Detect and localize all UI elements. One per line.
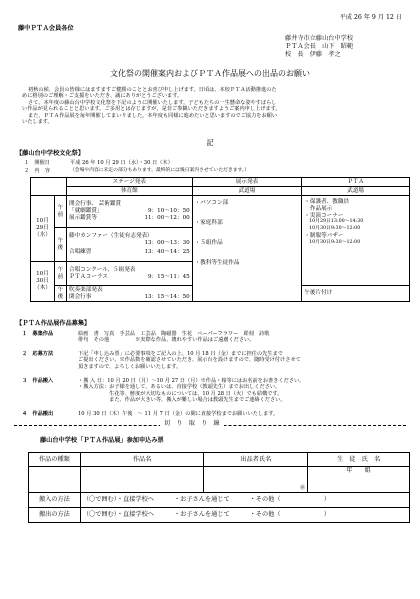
- delivery-option: （〇で囲む）・直接学校へ: [82, 496, 154, 503]
- stage-program-name: 藤中カンファー（生徒有志発表）: [68, 233, 153, 240]
- budo-header: 武道場: [302, 187, 410, 196]
- intro-line: い作品が見られることと思います。ご多用とは存じますが、是非ご参観いただきますようご案内申し上げます。: [22, 106, 281, 113]
- budo-header: 武道場: [192, 187, 302, 196]
- form-pickup-options[interactable]: [80, 508, 409, 523]
- exhibit-cell: [192, 196, 302, 302]
- day1-pm: 午後: [54, 228, 66, 262]
- delivery-option: ・お子さんを通じて: [173, 496, 230, 503]
- day2-label: 10月30日（木）: [31, 262, 55, 302]
- exhibition-line: ・搬入方法：お子様を通して、あるいは、直接学校（教頭先生）までお出しください。: [78, 384, 281, 391]
- pta-cell: [302, 196, 410, 286]
- pta-item: 10月30日9:30～12:00: [304, 239, 361, 245]
- form-header-type: 作品の種類: [29, 453, 81, 467]
- stage-day2-pm: [66, 286, 192, 302]
- form-name-field[interactable]: [80, 467, 204, 493]
- pta-item: 10月30日9:30～12:00: [304, 226, 361, 232]
- exhibition-text: [78, 378, 304, 404]
- recipient: 藤中ＰＴＡ会員各位: [18, 25, 74, 32]
- stage-day1-pm: [66, 228, 192, 262]
- festival-content-note: （会場や内容に未定の部分もあります。最終的には後日案内させていただきます。）: [70, 168, 250, 173]
- stage-program-name: ＰＴＡコーラス: [68, 273, 108, 280]
- festival-item2-label: ２ 内 容: [24, 168, 50, 174]
- festival-item1-label: １ 開催日: [24, 160, 50, 166]
- exhibition-label: １ 募集作品: [22, 331, 54, 337]
- day2-pm: 午後: [54, 286, 66, 302]
- exhibition-line: 生花等、鮮度が大切なものについては、10 月 28 日（火）でも結構です。: [78, 390, 283, 397]
- intro-line: また、ＰＴＡ作品展を毎年開催してまいりました。本年度も同様に進めたいと思いますのでご協力をお願い: [28, 112, 278, 119]
- seal-mark: ㊞: [300, 485, 306, 491]
- pickup-option: ・お子さんを通じて: [173, 511, 230, 518]
- form-header-exhibitor: 出品者氏名: [204, 453, 308, 467]
- exhibition-text: [78, 331, 269, 344]
- pta-header: ＰＴＡ: [302, 178, 410, 187]
- exhibit-header: 展示発表: [192, 178, 302, 187]
- stage-program-name: 開会行事、 芸術鑑賞: [68, 201, 122, 208]
- stage-program-name: 閉会行事: [68, 293, 92, 300]
- cut-line-label: 切 り 取 り 線: [160, 420, 224, 428]
- stage-header: ステージ発表: [66, 178, 192, 187]
- exhibit-item: ・教科等生徒作品: [194, 260, 240, 266]
- exhibition-line: また、作品が大きい等、搬入が難しい場合は教頭先生までご連絡ください。: [78, 397, 286, 404]
- exhibition-line: 10 月 30 日（木）午後 ～ 11 月 7 日（金）の間に直接学校までお願いいたします。: [78, 411, 279, 417]
- document-title: 文化祭の開催案内およびＰＴＡ作品展への出品のお願い: [110, 69, 310, 78]
- grade-class: 年 組: [346, 467, 371, 474]
- form-delivery-label: 搬入の方法: [29, 493, 81, 508]
- day1-label: 10月29日（水）: [31, 196, 55, 262]
- exhibition-label: ２ 応募方法: [22, 351, 54, 357]
- stage-program-time: 13：15～14：50: [144, 293, 190, 300]
- stage-program-time: 13：00～13：30: [144, 240, 190, 247]
- stage-day1-am: [66, 196, 192, 228]
- form-exhibitor-field[interactable]: [204, 467, 308, 493]
- exhibition-line: ・搬 入 日：10 月 20 日（月）～10 月 27 日（月）※作品・箱等にはお名前をお書きください。: [78, 378, 305, 384]
- exhibition-text: [78, 411, 278, 417]
- pta-item: ・実演コーナー: [304, 212, 344, 219]
- intro-paragraph: [22, 87, 412, 125]
- form-pickup-label: 搬出の方法: [29, 508, 81, 523]
- stage-program-name: 合唱練習: [68, 248, 92, 255]
- form-type-field[interactable]: [29, 467, 81, 493]
- form-title: 藤山台中学校「ＰＴＡ作品展」参加申込み票: [40, 437, 164, 444]
- exhibition-line: 下記「申し込み票」に必要事項をご記入の上、10 月 18 日（金）までに担任の先生まで: [78, 351, 283, 357]
- stage-program-time: 9：15～11：45: [148, 273, 190, 280]
- sender-pta-president: ＰＴＡ会長 山下 昭範: [285, 43, 354, 50]
- stage-program-name: 展示鑑賞等: [68, 214, 97, 221]
- pickup-option: ・その他（ ）: [249, 511, 331, 518]
- pickup-option: （〇で囲む）・直接学校へ: [82, 511, 154, 518]
- exhibition-label: ３ 作品搬入: [22, 378, 54, 384]
- intro-line: いたします。: [22, 119, 53, 126]
- stage-program-time: 11：00～12：00: [144, 214, 190, 221]
- exhibit-item: ・パソコン部: [194, 200, 229, 206]
- stage-program-name: 吹奏楽部発表: [68, 286, 103, 293]
- pta-item: ・制服等バザー: [304, 232, 344, 239]
- pta-item: 作品展示: [304, 205, 333, 212]
- stage-program-name: 「就劇鑑賞」: [68, 208, 103, 215]
- day2-am: 午前: [54, 262, 66, 286]
- form-header-name: 作品名: [80, 453, 204, 467]
- stage-program-time: 9：10～10：50: [148, 208, 190, 215]
- exhibition-line: 頂きますので、よろしくお願いいたします。: [78, 363, 182, 370]
- stage-day2-am: [66, 262, 192, 286]
- application-form-table: [28, 452, 410, 523]
- exhibition-heading: 【ＰＴＡ作品展作品募集】: [16, 320, 91, 327]
- intro-line: さて、本年度の藤山台中学校文化祭を下記のように開催いたします。子どもたちの一生懸命な姿やすばらし: [28, 99, 277, 106]
- sender-principal: 校 長 伊藤 孝之: [285, 51, 341, 58]
- intro-line: めに格別のご理解・ご支援をいただき、誠にありがとうございます。: [22, 93, 183, 100]
- pta-item: ・保護者、教職員: [304, 199, 350, 205]
- festival-heading: 【藤山台中学校文化祭】: [16, 150, 85, 157]
- stage-program-name: 合唱コンクール、５組発表: [68, 266, 136, 273]
- schedule-corner: [31, 178, 67, 196]
- intro-line: 初秋の候、会員の皆様にはますますご健勝のこととお喜び申し上げます。日頃は、本校ＰＴＡ活動推進のた: [28, 87, 277, 93]
- form-delivery-options[interactable]: [80, 493, 409, 508]
- stage-program-time: 13：40～14：25: [144, 248, 190, 255]
- sender-school: 藤井寺市立藤山台中学校: [285, 35, 354, 42]
- exhibition-line: 絵画 書 写真 手芸品 工芸品 陶磁器 生花 ペーパーフラワー 彫刻 詩歌: [78, 331, 270, 337]
- delivery-option: ・その他（ ）: [249, 496, 331, 503]
- gym-header: 体育館: [66, 187, 192, 196]
- document-date: 平成 26 年 9 月 12 日: [339, 14, 402, 21]
- festival-date: 平成 26 年 10 月 29 日（水）・30 日（木）: [70, 160, 173, 166]
- pta-day2-pm: 午後片付け: [302, 286, 410, 302]
- exhibit-item: ・家庭科部: [194, 220, 223, 226]
- exhibition-label: ４ 作品搬出: [22, 411, 54, 417]
- exhibition-text: [78, 351, 301, 370]
- form-student-field[interactable]: [308, 467, 410, 493]
- exhibition-line: 俳句 その他 ※実際な作品、壊れやすい作品はご遠慮ください。: [78, 337, 255, 344]
- day1-am: 午前: [54, 196, 66, 228]
- form-header-student: 生 徒 氏 名: [308, 453, 410, 467]
- festival-schedule-table: [30, 177, 410, 302]
- ki-heading: 記: [206, 138, 214, 147]
- exhibition-line: ご提出ください。※作品数を確認させていただき、展示台を設けますので、随時受け付けさせて: [78, 357, 301, 364]
- pta-item: 10月29日13:00～14:30: [304, 219, 364, 225]
- exhibit-item: ・５組作品: [194, 240, 223, 246]
